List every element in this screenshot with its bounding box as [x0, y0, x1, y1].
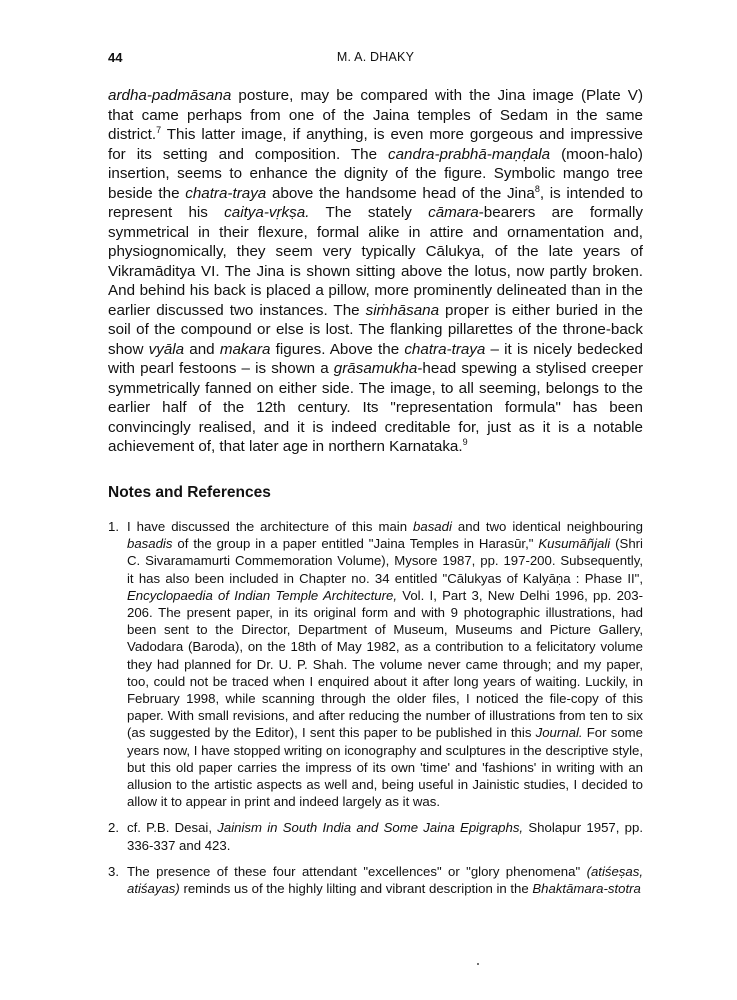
italic-term: caitya-vṛkṣa. — [224, 204, 310, 221]
italic-term: Bhaktāmara-stotra — [532, 881, 641, 897]
text-run: Sholapur 1957, pp. 336-337 and 423. — [127, 820, 643, 853]
italic-term: Journal. — [535, 725, 583, 741]
page-speck — [477, 963, 479, 965]
note-text — [127, 519, 643, 809]
section-heading: Notes and References — [108, 484, 271, 501]
italic-term: siṁhāsana — [365, 301, 440, 319]
text-run: reminds us of the highly lilting and vibrant description in the — [179, 881, 533, 897]
italic-term: grāsamukha — [333, 360, 418, 377]
note-number: 2. — [108, 820, 119, 836]
italic-term: candra-prabhā-maṇḍala — [388, 145, 551, 163]
footnote-ref: 8 — [534, 183, 540, 194]
text-run: figures. Above the — [270, 340, 405, 358]
notes-list — [108, 518, 643, 906]
text-run: cf. P.B. Desai, — [127, 820, 218, 836]
italic-term: Kusumāñjali — [538, 536, 611, 552]
text-run: I have discussed the architecture of this main — [127, 519, 414, 534]
text-run: The stately — [309, 204, 429, 221]
note-text — [127, 820, 643, 852]
page-header — [108, 50, 643, 70]
italic-term: ardha-padmāsana — [108, 87, 232, 104]
note-item — [108, 819, 643, 853]
text-run: and two identical neighbouring — [451, 519, 643, 534]
italic-term: Encyclopaedia of Indian Temple Architecture, — [127, 587, 398, 603]
italic-term: cāmara — [428, 204, 479, 221]
text-run: of the group in a paper entitled "Jaina Temples in Harasūr," — [172, 536, 539, 552]
italic-term: chatra-traya — [404, 340, 486, 358]
body-paragraph — [108, 86, 643, 457]
text-run: (moon-halo) insertion, seems to enhance the dignity of the figure. Symbolic mango tree beside the — [108, 145, 643, 202]
italic-term: basadis — [127, 536, 173, 552]
italic-term: (atiśeṣas, atiśayas) — [127, 863, 643, 897]
italic-term: vyāla — [148, 340, 185, 358]
note-text — [127, 864, 643, 896]
footnote-ref: 9 — [462, 436, 468, 447]
note-item — [108, 518, 643, 810]
italic-term: basadi — [413, 519, 452, 534]
text-run: above the handsome head of the Jina — [266, 184, 535, 202]
note-item — [108, 863, 643, 897]
italic-term: makara — [219, 340, 271, 358]
text-run: posture, may be compared with the Jina image (Plate V) that came perhaps from one of the Jaina temples of Sedam in the same district. — [108, 87, 643, 143]
text-run: For some years now, I have stopped writing on iconography and sculptures in the descriptive style, but this old paper carries the impress of its own 'time' and 'fashions' in writing with an allusion to the artistic aspects as well and, being useful in Jainistic studies, I decided to allow it to appear in print and indeed largely as it was. — [127, 725, 643, 810]
text-run: – it is nicely bedecked with pearl festoons – is shown a — [108, 340, 643, 377]
note-number: 3. — [108, 863, 119, 879]
text-run: proper is either buried in the soil of the compound or else is lost. The flanking pillarettes of the throne-back show — [108, 301, 643, 358]
running-head: M. A. DHAKY — [336, 50, 415, 64]
text-run: Vol. I, Part 3, New Delhi 1996, pp. 203-206. The present paper, in its original form and with 9 photographic illustrations, had been sent to the Director, Department of Museum, Museums and Picture Gallery, Vadodara (Baroda), on the 18th of May 1982, as a contribution to a felicitatory volume they had planned for Dr. U. P. Shah. The volume never came through; and my paper, too, could not be traced when I enquired about it after long years of waiting. Luckily, in February 1998, while scanning through the older files, I noticed the file-copy of this paper. With small revisions, and after reducing the number of illustrations from ten to six (as suggested by the Editor), I sent this paper to be published in this — [127, 587, 643, 741]
text-run: , is intended to represent his — [108, 184, 643, 221]
text-run: (Shri C. Sivaramamurti Commemoration Volume), Mysore 1987, pp. 197-200. Subsequently, it has also been included in Chapter no. 34 entitled "Cālukyas of Kalyāṇa : Phase II", — [127, 536, 643, 586]
text-run: -head spewing a stylised creeper symmetrically fanned on either side. The image, to all seeming, belongs to the earlier half of the 12th century. Its "representation formula" has been convincingly realised, and it is indeed creditable for, just as it is a notable achievement of, that later age in northern Karnataka. — [108, 360, 643, 455]
footnote-ref: 7 — [156, 124, 162, 135]
body-text — [108, 86, 643, 457]
note-number: 1. — [108, 519, 119, 534]
text-run: This latter image, if anything, is even more gorgeous and impressive for its setting and composition. The — [108, 126, 643, 163]
text-run: -bearers are formally symmetrical in their flexure, formal alike in attire and ornamentation and, physiognomically, they seem very typically Cālukya, of the late years of Vikramāditya VI. The Jina is shown sitting above the lotus, now partly broken. And behind his back is placed a pillow, more prominently delineated than in the earlier discussed two instances. The — [108, 204, 644, 319]
text-run: The presence of these four attendant "excellences" or "glory phenomena" — [127, 863, 587, 879]
italic-term: Jainism in South India and Some Jaina Epigraphs, — [217, 820, 524, 836]
italic-term: chatra-traya — [185, 184, 267, 202]
text-run: and — [184, 340, 220, 358]
page-number: 44 — [108, 50, 123, 65]
